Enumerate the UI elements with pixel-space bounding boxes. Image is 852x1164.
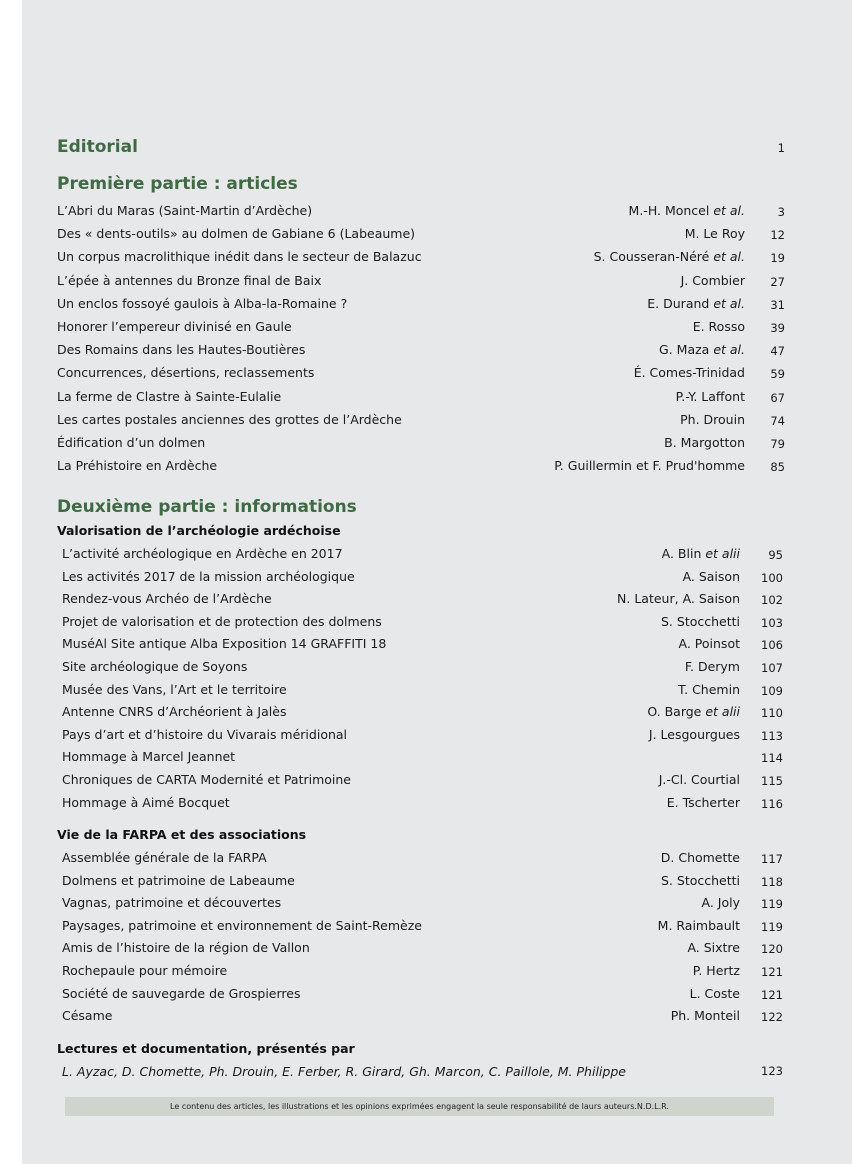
section-farpa-heading: Vie de la FARPA et des associations	[57, 827, 307, 842]
entry-page: 100	[761, 570, 783, 585]
entry-title: L’activité archéologique en Ardèche en 2017	[62, 546, 343, 561]
entry-page: 95	[768, 548, 783, 562]
entry-page: 103	[761, 615, 783, 630]
entry-title: Concurrences, désertions, reclassements	[57, 365, 315, 381]
entry-page: 102	[761, 593, 783, 608]
toc-entry	[62, 985, 740, 1003]
toc-entry	[62, 590, 740, 608]
entry-author-name: P.-Y. Laffont	[675, 388, 745, 404]
entry-title: Les cartes postales anciennes des grottes de l’Ardèche	[57, 411, 402, 427]
entry-title: Un enclos fossoyé gaulois à Alba-la-Romaine ?	[57, 295, 348, 311]
toc-entry	[62, 726, 740, 744]
entry-author-name: A. Saison	[682, 568, 740, 584]
entry-author-name: A. Blin	[661, 546, 702, 561]
toc-entry	[57, 364, 745, 382]
editorial-note: Le contenu des articles, les illustrations et les opinions exprimées engagent la seule responsabilité de laurs auteurs.N.D.L.R.	[65, 1097, 774, 1116]
toc-entry	[57, 318, 745, 336]
entry-author-name: Ph. Monteil	[670, 1008, 740, 1024]
toc-entry	[62, 1007, 740, 1025]
entry-page: 79	[770, 437, 785, 451]
entry-title: Un corpus macrolithique inédit dans le secteur de Balazuc	[57, 249, 422, 265]
entry-author	[661, 613, 740, 631]
toc-entry	[57, 225, 745, 243]
entry-author	[594, 248, 745, 266]
entry-author-name: J. Combier	[680, 272, 745, 288]
entry-author	[678, 681, 740, 699]
entry-author-name: E. Rosso	[692, 319, 745, 334]
entry-page: 121	[761, 965, 783, 979]
entry-page: 3	[777, 205, 785, 219]
editorial-heading: Editorial	[57, 137, 138, 157]
section-lectures-heading: Lectures et documentation, présentés par	[57, 1041, 355, 1056]
entry-page: 117	[761, 852, 783, 866]
entry-title: Des Romains dans les Hautes-Boutières	[57, 342, 306, 358]
entry-page: 107	[761, 661, 783, 675]
entry-title: La Préhistoire en Ardèche	[57, 458, 218, 474]
entry-title: Chroniques de CARTA Modernité et Patrimoine	[62, 772, 351, 787]
entry-author-name: P. Guillermin et F. Prud'homme	[554, 458, 745, 474]
entry-title: Assemblée générale de la FARPA	[62, 850, 267, 865]
entry-author	[664, 434, 745, 452]
entry-author	[687, 939, 740, 957]
entry-author-etal: et alii	[701, 704, 740, 720]
toc-entry	[62, 613, 740, 631]
entry-page: 31	[770, 297, 785, 312]
entry-title: Vagnas, patrimoine et découvertes	[62, 895, 282, 911]
entry-author-name: E. Durand	[647, 295, 710, 311]
entry-page: 109	[761, 683, 783, 698]
entry-title: Des « dents-outils» au dolmen de Gabiane 6 (Labeaume)	[57, 226, 416, 242]
entry-page: 85	[770, 460, 785, 475]
entry-page: 119	[761, 919, 783, 934]
entry-author	[683, 568, 740, 586]
entry-page: 118	[761, 874, 783, 889]
entry-author	[617, 590, 740, 608]
entry-author-name: A. Poinsot	[678, 636, 740, 652]
toc-entry	[57, 341, 745, 359]
toc-entry	[57, 388, 745, 406]
entry-author	[647, 295, 745, 313]
entry-page: 39	[770, 321, 785, 335]
entry-author-name: M.-H. Moncel	[628, 203, 710, 218]
toc-entry	[57, 248, 745, 266]
entry-title: Site archéologique de Soyons	[62, 659, 248, 674]
entry-author	[667, 794, 740, 812]
entry-author	[658, 917, 740, 935]
toc-entry	[62, 962, 740, 980]
toc-entry	[62, 703, 740, 721]
entry-page: 59	[770, 367, 785, 382]
entry-author-name: T. Chemin	[677, 681, 740, 697]
entry-author	[659, 771, 740, 789]
entry-title: Société de sauvegarde de Grospierres	[62, 985, 301, 1001]
entry-author-name: S. Stocchetti	[661, 613, 740, 629]
entry-author-etal: et alii	[701, 546, 740, 561]
entry-author-name: M. Le Roy	[684, 226, 745, 242]
entry-page: 47	[770, 344, 785, 359]
entry-title: Dolmens et patrimoine de Labeaume	[62, 872, 295, 888]
entry-author	[685, 225, 745, 243]
toc-entry	[62, 849, 740, 867]
entry-title: Rendez-vous Archéo de l’Ardèche	[62, 591, 272, 607]
entry-author-name: J. Lesgourgues	[648, 726, 740, 742]
entry-author-name: A. Joly	[701, 895, 740, 911]
toc-entry	[62, 568, 740, 586]
entry-author	[634, 364, 745, 382]
entry-author-name: B. Margotton	[664, 435, 745, 450]
entry-author	[679, 635, 740, 653]
toc-entry	[57, 411, 745, 429]
entry-title: Les activités 2017 de la mission archéologique	[62, 568, 355, 584]
entry-author	[690, 985, 740, 1003]
entry-author-etal: et al.	[709, 249, 745, 265]
entry-title: Amis de l’histoire de la région de Vallon	[62, 940, 310, 956]
entry-author-name: E. Tscherter	[666, 794, 740, 810]
entry-author-etal: et al.	[709, 203, 745, 218]
part2-heading: Deuxième partie : informations	[57, 497, 357, 517]
entry-title: Honorer l’empereur divinisé en Gaule	[57, 319, 292, 334]
entry-author	[662, 545, 740, 563]
toc-entry	[62, 681, 740, 699]
entry-page: 27	[770, 274, 785, 289]
entry-author	[649, 726, 740, 744]
entry-author-name: A. Sixtre	[687, 940, 740, 956]
entry-page: 114	[761, 751, 783, 766]
entry-author-name: S. Cousseran-Néré	[593, 249, 710, 265]
entry-page: 74	[770, 413, 785, 428]
entry-title: Césame	[62, 1008, 113, 1024]
entry-author-etal: et al.	[709, 295, 745, 311]
entry-author	[681, 272, 745, 290]
entry-title: Pays d’art et d’histoire du Vivarais méridional	[62, 726, 348, 742]
entry-author	[693, 318, 745, 336]
entry-author-name: N. Lateur, A. Saison	[617, 591, 740, 607]
entry-author-name: Ph. Drouin	[680, 411, 745, 427]
entry-page: 19	[770, 251, 785, 266]
entry-author	[554, 457, 745, 475]
toc-entry	[57, 272, 745, 290]
toc-entry	[62, 748, 740, 766]
entry-title: L’épée à antennes du Bronze final de Baix	[57, 272, 322, 288]
entry-author	[671, 1007, 740, 1025]
entry-title: Paysages, patrimoine et environnement de Saint-Remèze	[62, 917, 422, 933]
entry-title: MuséAl Site antique Alba Exposition 14 GRAFFITI 18	[62, 636, 387, 652]
entry-author	[661, 849, 740, 867]
entry-title: La ferme de Clastre à Sainte-Eulalie	[57, 388, 282, 404]
entry-title: L’Abri du Maras (Saint-Martin d’Ardèche)	[57, 203, 313, 218]
toc-entry	[57, 457, 745, 475]
part1-heading: Première partie : articles	[57, 174, 298, 194]
entry-author-name: J.-Cl. Courtial	[658, 772, 740, 787]
entry-title: Hommage à Aimé Bocquet	[62, 794, 230, 810]
entry-author-etal: et al.	[709, 342, 745, 358]
entry-author-name: L. Coste	[689, 985, 740, 1001]
entry-author-name: O. Barge	[647, 704, 702, 720]
entry-page: 121	[761, 987, 783, 1002]
toc-entry	[57, 434, 745, 452]
entry-page: 122	[761, 1010, 783, 1025]
entry-author	[629, 202, 745, 220]
entry-page: 116	[761, 796, 783, 811]
entry-author-name: G. Maza	[659, 342, 710, 358]
entry-title: Édification d’un dolmen	[57, 435, 206, 450]
entry-author-name: É. Comes-Trinidad	[633, 365, 745, 381]
toc-entry	[62, 939, 740, 957]
entry-author-name: S. Stocchetti	[661, 872, 740, 888]
lectures-authors: L. Ayzac, D. Chomette, Ph. Drouin, E. Ferber, R. Girard, Gh. Marcon, C. Paillole, M. Philippe	[62, 1064, 626, 1079]
entry-page: 67	[770, 390, 785, 405]
entry-author	[659, 341, 745, 359]
entry-author-name: D. Chomette	[660, 850, 740, 865]
entry-author	[693, 962, 740, 980]
entry-title: Musée des Vans, l’Art et le territoire	[62, 681, 287, 697]
toc-entry	[57, 202, 745, 220]
entry-page: 106	[761, 638, 783, 653]
entry-title: Hommage à Marcel Jeannet	[62, 749, 236, 765]
entry-page: 115	[761, 774, 783, 788]
entry-page: 120	[761, 942, 783, 957]
toc-entry	[62, 894, 740, 912]
entry-author	[647, 703, 740, 721]
entry-author	[676, 388, 745, 406]
toc-entry	[62, 545, 740, 563]
entry-title: Antenne CNRS d’Archéorient à Jalès	[62, 704, 287, 720]
toc-entry	[62, 658, 740, 676]
entry-author	[661, 872, 740, 890]
toc-entry	[62, 771, 740, 789]
entry-page: 12	[770, 228, 785, 243]
toc-entry	[62, 872, 740, 890]
entry-author	[680, 411, 745, 429]
toc-entry	[62, 917, 740, 935]
toc-entry	[62, 635, 740, 653]
entry-author-name: M. Raimbault	[657, 917, 740, 933]
lectures-page: 123	[761, 1064, 783, 1078]
entry-page: 119	[761, 897, 783, 912]
section-valorisation-heading: Valorisation de l’archéologie ardéchoise	[57, 523, 341, 538]
entry-page: 113	[761, 728, 783, 743]
editorial-page: 1	[777, 141, 785, 155]
entry-author-name: P. Hertz	[692, 963, 740, 978]
entry-author	[685, 658, 740, 676]
toc-entry	[62, 794, 740, 812]
entry-page: 110	[761, 706, 783, 721]
entry-title: Rochepaule pour mémoire	[62, 963, 228, 978]
entry-author-name: F. Derym	[684, 659, 740, 674]
entry-author	[702, 894, 740, 912]
toc-entry	[57, 295, 745, 313]
entry-title: Projet de valorisation et de protection des dolmens	[62, 613, 382, 629]
